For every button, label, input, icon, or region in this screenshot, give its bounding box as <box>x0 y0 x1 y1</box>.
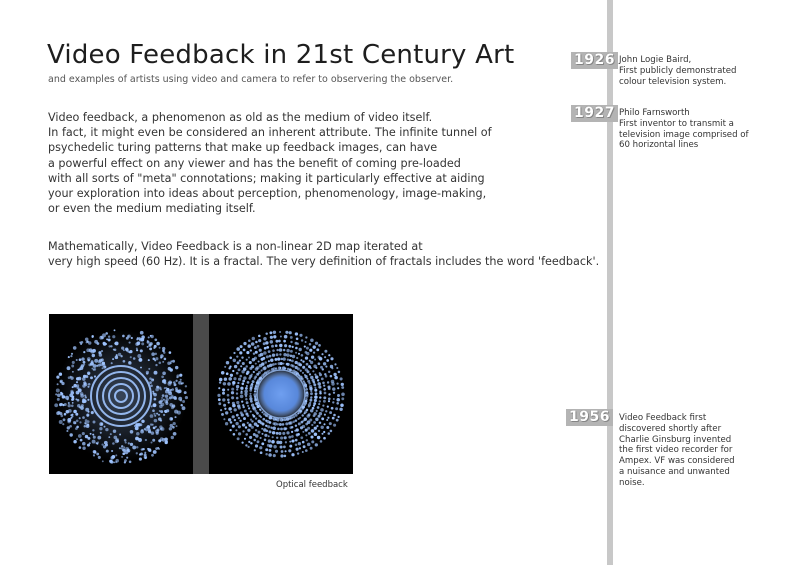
paragraph-line: Mathematically, Video Feedback is a non-linear 2D map iterated at <box>48 240 423 253</box>
note-line: First publicly demonstrated <box>619 65 737 76</box>
note-line: a nuisance and unwanted <box>619 466 730 477</box>
intro-paragraph <box>48 110 492 216</box>
page-subtitle: and examples of artists using video and camera to refer to observering the observer. <box>48 74 454 85</box>
image-divider <box>193 314 209 474</box>
feedback-image-left <box>49 314 193 474</box>
paragraph-line: a powerful effect on any viewer and has the benefit of coming pre-loaded <box>48 156 461 170</box>
paragraph-line: very high speed (60 Hz). It is a fractal. The very definition of fractals includes the word 'feedback'. <box>48 255 600 269</box>
figure-caption: Optical feedback <box>276 480 348 490</box>
note-line: television image comprised of <box>619 129 749 140</box>
note-line: discovered shortly after <box>619 423 722 434</box>
math-paragraph <box>48 239 599 269</box>
note-line: Philo Farnsworth <box>619 108 690 118</box>
timeline-year: 1956 <box>566 409 613 426</box>
paragraph-line: your exploration into ideas about perception, phenomenology, image-making, <box>48 187 487 201</box>
paragraph-line: Video feedback, a phenomenon as old as the medium of video itself. <box>48 111 433 124</box>
timeline-note <box>619 108 749 151</box>
paragraph-line: In fact, it might even be considered an inherent attribute. The infinite tunnel of <box>48 126 492 140</box>
note-line: First inventor to transmit a <box>619 118 734 129</box>
note-line: noise. <box>619 477 645 488</box>
note-line: 60 horizontal lines <box>619 140 699 151</box>
note-line: the first video recorder for <box>619 445 733 456</box>
timeline-year: 1926 <box>571 52 618 69</box>
optical-feedback-figure <box>49 314 355 474</box>
timeline-year: 1927 <box>571 105 618 122</box>
feedback-image-right <box>209 314 353 474</box>
paragraph-line: psychedelic turing patterns that make up feedback images, can have <box>48 141 438 155</box>
note-line: colour television system. <box>619 76 727 87</box>
page-title: Video Feedback in 21st Century Art <box>47 40 515 70</box>
note-line: Video Feedback first <box>619 413 707 423</box>
note-line: Charlie Ginsburg invented <box>619 434 732 445</box>
timeline-note <box>619 55 736 87</box>
timeline-bar <box>607 0 613 565</box>
note-line: John Logie Baird, <box>619 55 692 65</box>
paragraph-line: or even the medium mediating itself. <box>48 202 256 216</box>
note-line: Ampex. VF was considered <box>619 456 735 467</box>
timeline-note <box>619 413 735 489</box>
paragraph-line: with all sorts of "meta" connotations; making it particularly effective at aiding <box>48 171 485 185</box>
